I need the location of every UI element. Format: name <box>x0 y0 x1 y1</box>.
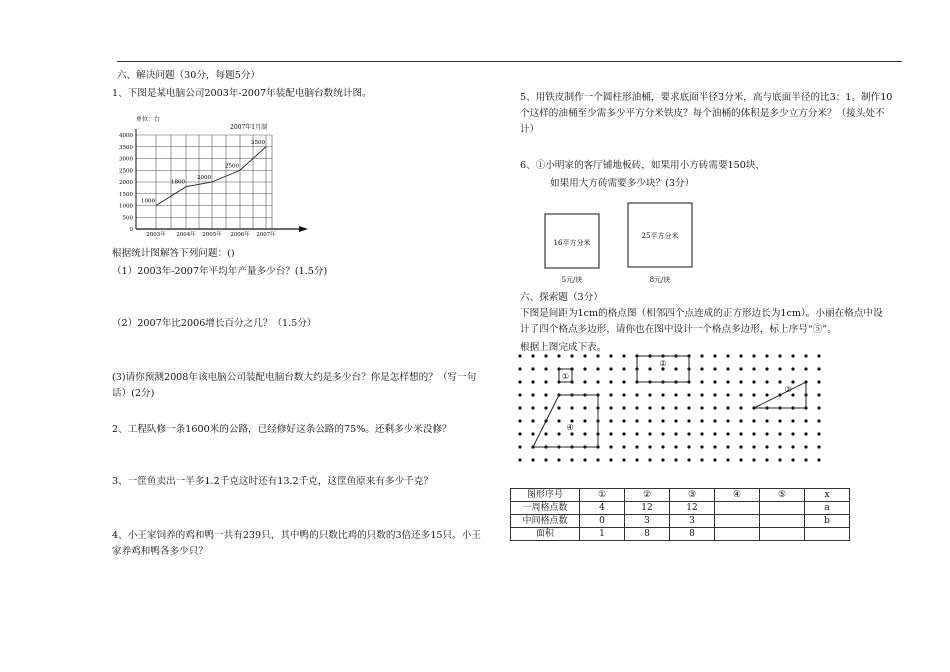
grid-dot <box>518 367 521 370</box>
grid-dot <box>583 406 586 409</box>
table-cell: 面积 <box>511 528 580 541</box>
grid-dot <box>791 432 794 435</box>
grid-dot <box>661 406 664 409</box>
grid-dot <box>739 458 742 461</box>
chart-x-ticks <box>146 230 276 238</box>
explore-line2: 计了四个格点多边形，请你也在图中设计一个格点多边形，标上序号“⑤”。 <box>520 324 837 335</box>
grid-dot <box>791 393 794 396</box>
grid-dot <box>674 458 677 461</box>
grid-dot <box>518 393 521 396</box>
table-cell <box>715 528 760 541</box>
grid-dot <box>531 367 534 370</box>
grid-dot <box>583 354 586 357</box>
data-label: 1000 <box>141 198 155 205</box>
grid-dot <box>726 458 729 461</box>
grid-dot <box>700 393 703 396</box>
table-row <box>511 489 850 502</box>
table-cell: 12 <box>625 502 670 515</box>
grid-dot <box>817 458 820 461</box>
polygon-1-label: ① <box>561 372 570 381</box>
q1-sub2: （2）2007年比2006增长百分之几？（1.5分） <box>112 318 317 329</box>
chart-value-labels <box>141 140 265 205</box>
table-cell <box>805 528 850 541</box>
y-tick-label: 1500 <box>119 191 133 198</box>
grid-dot <box>596 354 599 357</box>
grid-dot <box>752 419 755 422</box>
grid-dot <box>609 380 612 383</box>
grid-dot <box>648 393 651 396</box>
grid-dot <box>713 419 716 422</box>
table-cell: 0 <box>580 515 625 528</box>
grid-dot <box>726 419 729 422</box>
grid-dot <box>635 406 638 409</box>
chart-y-ticks <box>119 133 134 233</box>
table-cell: 3 <box>670 515 715 528</box>
grid-dot <box>518 354 521 357</box>
grid-dot <box>635 393 638 396</box>
grid-dot <box>752 380 755 383</box>
grid-dot <box>765 445 768 448</box>
grid-dot <box>531 393 534 396</box>
data-label: 3500 <box>251 139 265 146</box>
grid-dot <box>648 406 651 409</box>
grid-dot <box>765 458 768 461</box>
grid-dot <box>687 393 690 396</box>
grid-dot <box>674 406 677 409</box>
grid-dot <box>713 406 716 409</box>
grid-dot <box>583 419 586 422</box>
grid-dot <box>635 419 638 422</box>
table-cell <box>760 528 805 541</box>
grid-dot <box>674 393 677 396</box>
grid-dot <box>739 445 742 448</box>
grid-dot <box>596 367 599 370</box>
grid-dot <box>687 445 690 448</box>
grid-dot <box>752 458 755 461</box>
grid-dot <box>609 419 612 422</box>
grid-dot <box>583 432 586 435</box>
grid-dot <box>713 354 716 357</box>
grid-dot <box>531 406 534 409</box>
y-tick-label: 2500 <box>119 168 133 175</box>
grid-dot <box>544 367 547 370</box>
grid-dot <box>739 432 742 435</box>
y-tick-label: 3500 <box>119 144 133 151</box>
q5-line3: 计） <box>520 124 540 135</box>
polygon-4 <box>533 395 598 447</box>
grid-dot <box>661 419 664 422</box>
grid-dot <box>622 406 625 409</box>
chart-series-line <box>156 147 266 206</box>
grid-dot <box>557 432 560 435</box>
table-cell: 8 <box>670 528 715 541</box>
grid-dot <box>791 419 794 422</box>
grid-dot <box>518 432 521 435</box>
grid-dot <box>817 380 820 383</box>
grid-dot <box>570 458 573 461</box>
grid-dot <box>765 419 768 422</box>
grid-dot <box>713 380 716 383</box>
grid-dot <box>700 367 703 370</box>
grid-dot <box>531 419 534 422</box>
x-axis-arrow <box>299 226 308 232</box>
grid-dot <box>609 393 612 396</box>
table-cell: 中间格点数 <box>511 515 580 528</box>
grid-dot <box>687 406 690 409</box>
table-cell: 一周格点数 <box>511 502 580 515</box>
table-cell: 4 <box>580 502 625 515</box>
grid-dot <box>817 419 820 422</box>
small-tile-price: 5元/块 <box>561 276 583 284</box>
grid-dot <box>557 406 560 409</box>
data-label: 2000 <box>197 175 211 181</box>
y-tick-label: 4000 <box>119 133 133 139</box>
y-tick-label: 0 <box>129 227 133 233</box>
grid-dot <box>765 393 768 396</box>
table-cell <box>715 515 760 528</box>
table-cell: ① <box>580 489 625 502</box>
grid-dot <box>804 367 807 370</box>
grid-dot <box>804 458 807 461</box>
grid-dot <box>700 419 703 422</box>
grid-dot <box>739 367 742 370</box>
grid-dot <box>635 432 638 435</box>
grid-dot <box>700 445 703 448</box>
table-row <box>511 528 850 541</box>
grid-dot <box>674 419 677 422</box>
grid-dot <box>544 380 547 383</box>
grid-dot <box>700 354 703 357</box>
grid-dot <box>648 419 651 422</box>
grid-dot <box>570 354 573 357</box>
y-tick-label: 500 <box>122 215 133 222</box>
x-tick-label: 2003年 <box>146 232 166 238</box>
grid-dot <box>726 445 729 448</box>
grid-dot <box>609 458 612 461</box>
y-tick-label: 1000 <box>119 203 133 210</box>
grid-dot <box>609 406 612 409</box>
grid-dot <box>609 354 612 357</box>
grid-dot <box>739 406 742 409</box>
grid-dot <box>570 406 573 409</box>
large-tile-price: 8元/块 <box>649 276 671 284</box>
table-row <box>511 515 850 528</box>
q1-follow: 根据统计图解答下列问题：() <box>112 248 235 259</box>
grid-dot <box>596 458 599 461</box>
grid-dot <box>713 432 716 435</box>
table-cell: b <box>805 515 850 528</box>
grid-dot <box>739 354 742 357</box>
grid-dot <box>778 367 781 370</box>
grid-dot <box>622 354 625 357</box>
table-cell <box>760 502 805 515</box>
table-cell: ② <box>625 489 670 502</box>
q6-line1: 6、①小明家的客厅铺地板砖，如果用小方砖需要150块， <box>520 160 766 171</box>
grid-dot <box>609 367 612 370</box>
q1-text: 1、下图是某电脑公司2003年-2007年装配电脑台数统计图。 <box>112 88 372 99</box>
q1-sub3-line1: (3)请你预测2008年该电脑公司装配电脑台数大约是多少台？你是怎样想的？（写一句 <box>112 372 477 383</box>
grid-dot <box>700 458 703 461</box>
grid-dot <box>531 354 534 357</box>
grid-dot <box>557 354 560 357</box>
chart-unit-label: 单位：台 <box>136 116 161 123</box>
table-cell: ③ <box>670 489 715 502</box>
x-tick-label: 2007年 <box>256 232 276 238</box>
data-label: 2500 <box>225 163 239 170</box>
table-cell: 8 <box>625 528 670 541</box>
grid-dot <box>661 458 664 461</box>
table-cell: 3 <box>625 515 670 528</box>
grid-dot <box>648 432 651 435</box>
small-tile-label: 16平方分米 <box>553 239 591 247</box>
grid-dot <box>687 458 690 461</box>
grid-dot <box>752 432 755 435</box>
grid-dot <box>661 445 664 448</box>
grid-dot <box>765 432 768 435</box>
grid-dot <box>544 406 547 409</box>
table-row <box>511 502 850 515</box>
x-tick-label: 2004年 <box>176 232 196 238</box>
q1-sub1: （1）2003年-2007年平均年产量多少台？(1.5分) <box>112 266 328 277</box>
grid-dot <box>622 458 625 461</box>
grid-dot <box>518 419 521 422</box>
grid-dot <box>817 367 820 370</box>
data-label: 1800 <box>171 179 185 186</box>
grid-dot <box>778 380 781 383</box>
grid-dot <box>674 367 677 370</box>
grid-dot <box>713 445 716 448</box>
table-cell: ④ <box>715 489 760 502</box>
grid-dot <box>648 367 651 370</box>
y-tick-label: 3000 <box>119 156 133 163</box>
table-cell: x <box>805 489 850 502</box>
grid-dot <box>570 432 573 435</box>
grid-dot <box>791 354 794 357</box>
grid-dot <box>518 458 521 461</box>
grid-dot <box>778 458 781 461</box>
grid-dot <box>791 445 794 448</box>
grid-dot <box>622 419 625 422</box>
grid-dot <box>622 380 625 383</box>
grid-dot <box>726 380 729 383</box>
grid-dot <box>804 354 807 357</box>
grid-dot <box>596 380 599 383</box>
grid-dot <box>622 432 625 435</box>
grid-dot <box>635 458 638 461</box>
polygon-3 <box>754 382 806 408</box>
grid-dot <box>713 458 716 461</box>
table-cell: ⑤ <box>760 489 805 502</box>
table-cell <box>715 502 760 515</box>
polygon-3-label: ③ <box>784 385 792 394</box>
grid-dot <box>739 419 742 422</box>
table-cell: 1 <box>580 528 625 541</box>
grid-dot <box>726 367 729 370</box>
grid-dot <box>700 380 703 383</box>
grid-dot <box>609 445 612 448</box>
table-cell: 12 <box>670 502 715 515</box>
grid-dot <box>583 380 586 383</box>
grid-dot <box>765 354 768 357</box>
grid-dot <box>817 354 820 357</box>
tile-figures <box>540 198 710 290</box>
grid-dot <box>583 458 586 461</box>
y-tick-label: 2000 <box>119 180 133 186</box>
grid-dot <box>687 432 690 435</box>
grid-dot <box>713 367 716 370</box>
grid-dot <box>713 393 716 396</box>
grid-dot <box>739 393 742 396</box>
grid-dot <box>817 432 820 435</box>
grid-dot <box>622 367 625 370</box>
grid-dot <box>778 445 781 448</box>
grid-dot <box>726 354 729 357</box>
score-table <box>510 488 850 541</box>
grid-dot <box>557 458 560 461</box>
grid-dot <box>804 445 807 448</box>
table-cell: a <box>805 502 850 515</box>
grid-dot <box>583 367 586 370</box>
grid-dot <box>661 432 664 435</box>
grid-dot <box>791 380 794 383</box>
grid-dot <box>817 445 820 448</box>
grid-dot <box>752 393 755 396</box>
grid-dot <box>609 432 612 435</box>
grid-dot <box>518 380 521 383</box>
grid-dot <box>518 445 521 448</box>
explore-line3: 根据上图完成下表。 <box>520 342 607 353</box>
q4-line1: 4、小王家饲养的鸡和鸭一共有239只，其中鸭的只数比鸡的只数的3倍还多15只。小王 <box>112 530 481 541</box>
explore-title: 六、探索题（3分） <box>520 292 603 303</box>
grid-dot <box>752 445 755 448</box>
grid-dot <box>531 458 534 461</box>
grid-dot <box>557 419 560 422</box>
grid-dot <box>622 393 625 396</box>
section-title: 六、解决问题（30分，每题5分） <box>117 70 261 81</box>
grid-dot <box>726 393 729 396</box>
q2-text: 2、工程队修一条1600米的公路，已经修好这条公路的75%。还剩多少米没修？ <box>112 424 452 435</box>
grid-dot <box>661 393 664 396</box>
large-tile-label: 25平方分米 <box>641 232 679 240</box>
explore-line1: 下图是间距为1cm的格点图（相邻四个点连成的正方形边长为1cm）。小丽在格点中设 <box>520 308 883 319</box>
grid-dot <box>726 432 729 435</box>
chart-grid <box>136 135 272 229</box>
q4-line2: 家养鸡和鸭各多少只？ <box>112 546 208 557</box>
chart-title: 2007年1月制 <box>230 124 268 131</box>
q3-text: 3、一筐鱼卖出一半多1.2千克这时还有13.2千克，这筐鱼原来有多少千克？ <box>112 476 433 487</box>
grid-dot <box>544 393 547 396</box>
grid-dot <box>648 458 651 461</box>
grid-dot <box>791 458 794 461</box>
grid-dot <box>778 354 781 357</box>
grid-dot <box>700 432 703 435</box>
dot-grid-figure <box>512 352 824 464</box>
grid-dot <box>817 406 820 409</box>
q6-line2: 如果用大方砖需要多少块？(3分） <box>550 178 695 189</box>
table-cell: 图形序号 <box>511 489 580 502</box>
grid-dot <box>544 458 547 461</box>
grid-dot <box>687 419 690 422</box>
grid-dot <box>635 445 638 448</box>
grid-dot <box>531 380 534 383</box>
grid-dot <box>531 432 534 435</box>
q1-sub3-line2: 话）(2分) <box>112 388 155 399</box>
grid-dot <box>778 432 781 435</box>
grid-dot <box>752 367 755 370</box>
grid-dot <box>674 432 677 435</box>
grid-dot <box>622 445 625 448</box>
grid-dot <box>817 393 820 396</box>
grid-dot <box>791 367 794 370</box>
grid-dot <box>752 354 755 357</box>
chart-axes <box>136 129 308 232</box>
x-tick-label: 2006年 <box>230 232 250 238</box>
q5-line1: 5、用铁皮制作一个圆柱形油桶，要求底面半径3分米，高与底面半径的比3：1。制作10 <box>520 92 893 103</box>
grid-dot <box>804 419 807 422</box>
x-tick-label: 2005年 <box>202 232 222 238</box>
grid-dot <box>778 419 781 422</box>
grid-dot <box>726 406 729 409</box>
grid-dot <box>765 380 768 383</box>
grid-dot <box>544 354 547 357</box>
grid-dot <box>648 445 651 448</box>
top-rule <box>117 61 902 62</box>
grid-dot <box>739 380 742 383</box>
table-cell <box>760 515 805 528</box>
line-chart <box>112 108 312 240</box>
polygon-4-label: ④ <box>566 423 574 432</box>
grid-dot <box>518 406 521 409</box>
polygon-2-label: ② <box>659 359 667 368</box>
grid-dot <box>804 432 807 435</box>
grid-dot <box>674 445 677 448</box>
q5-line2: 个这样的油桶至少需多少平方分米铁皮？每个油桶的体积是多少立方分米？（接头处不 <box>520 108 885 119</box>
grid-dot <box>544 432 547 435</box>
grid-dot <box>765 367 768 370</box>
grid-dot <box>700 406 703 409</box>
